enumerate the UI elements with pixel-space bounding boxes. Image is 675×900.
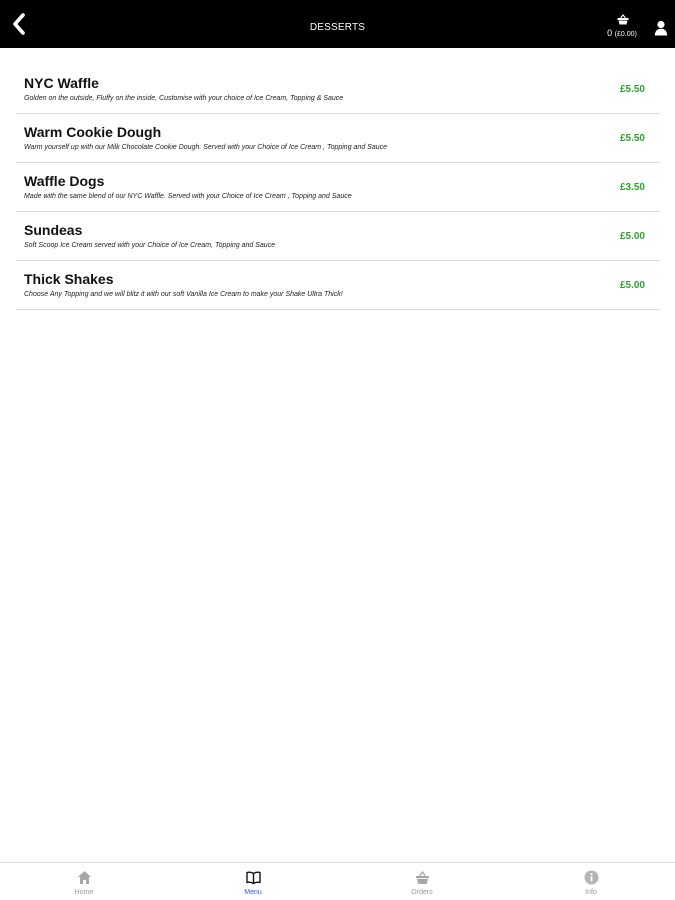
basket-icon [415, 870, 430, 885]
menu-item-nyc-waffle[interactable] [16, 65, 660, 114]
item-name: Sundeas [24, 222, 83, 238]
item-price: £5.00 [619, 231, 645, 242]
menu-list [16, 65, 660, 310]
page-title: DESSERTS [309, 22, 366, 33]
bottom-navigation [0, 862, 675, 900]
nav-tab-orders[interactable] [338, 863, 506, 900]
nav-label-menu: Menu [244, 889, 262, 896]
item-name: NYC Waffle [24, 75, 99, 91]
item-price: £5.00 [619, 280, 645, 291]
home-icon [77, 870, 92, 885]
basket-summary [598, 28, 646, 38]
nav-tab-menu[interactable] [169, 863, 337, 900]
nav-label-orders: Orders [411, 889, 433, 896]
item-description: Golden on the outside, Fluffy on the inside, Customise with your choice of Ice Cream, Topping & Sauce [24, 95, 344, 102]
basket-icon [617, 14, 629, 25]
item-name: Waffle Dogs [24, 173, 105, 189]
header-bar [0, 0, 675, 48]
basket-total: (£0.00) [614, 31, 637, 38]
info-icon [584, 870, 599, 885]
user-button[interactable] [654, 20, 668, 36]
user-icon [654, 20, 668, 36]
menu-item-waffle-dogs[interactable] [16, 163, 660, 212]
item-price: £5.50 [619, 133, 645, 144]
item-price: £3.50 [619, 182, 645, 193]
menu-item-thick-shakes[interactable] [16, 261, 660, 310]
item-price: £5.50 [619, 84, 645, 95]
nav-tab-info[interactable] [507, 863, 675, 900]
item-name: Warm Cookie Dough [24, 124, 162, 140]
item-description: Warm yourself up with our Milk Chocolate Cookie Dough. Served with your Choice of Ice Cream , Topping and Sauce [24, 144, 388, 151]
nav-label-info: Info [585, 889, 597, 896]
nav-label-home: Home [74, 889, 94, 896]
book-open-icon [246, 870, 261, 885]
item-description: Soft Scoop Ice Cream served with your Choice of Ice Cream, Topping and Sauce [24, 242, 276, 249]
item-description: Made with the same blend of our NYC Waffle. Served with your Choice of Ice Cream , Topping and Sauce [24, 193, 352, 200]
basket-count: 0 [607, 28, 613, 38]
nav-tab-home[interactable] [0, 863, 168, 900]
basket-button[interactable] [598, 12, 646, 42]
menu-item-warm-cookie-dough[interactable] [16, 114, 660, 163]
item-name: Thick Shakes [24, 271, 114, 287]
menu-item-sundeas[interactable] [16, 212, 660, 261]
item-description: Choose Any Topping and we will blitz it with our soft Vanilla Ice Cream to make your Shake Ultra Thick! [24, 291, 343, 298]
